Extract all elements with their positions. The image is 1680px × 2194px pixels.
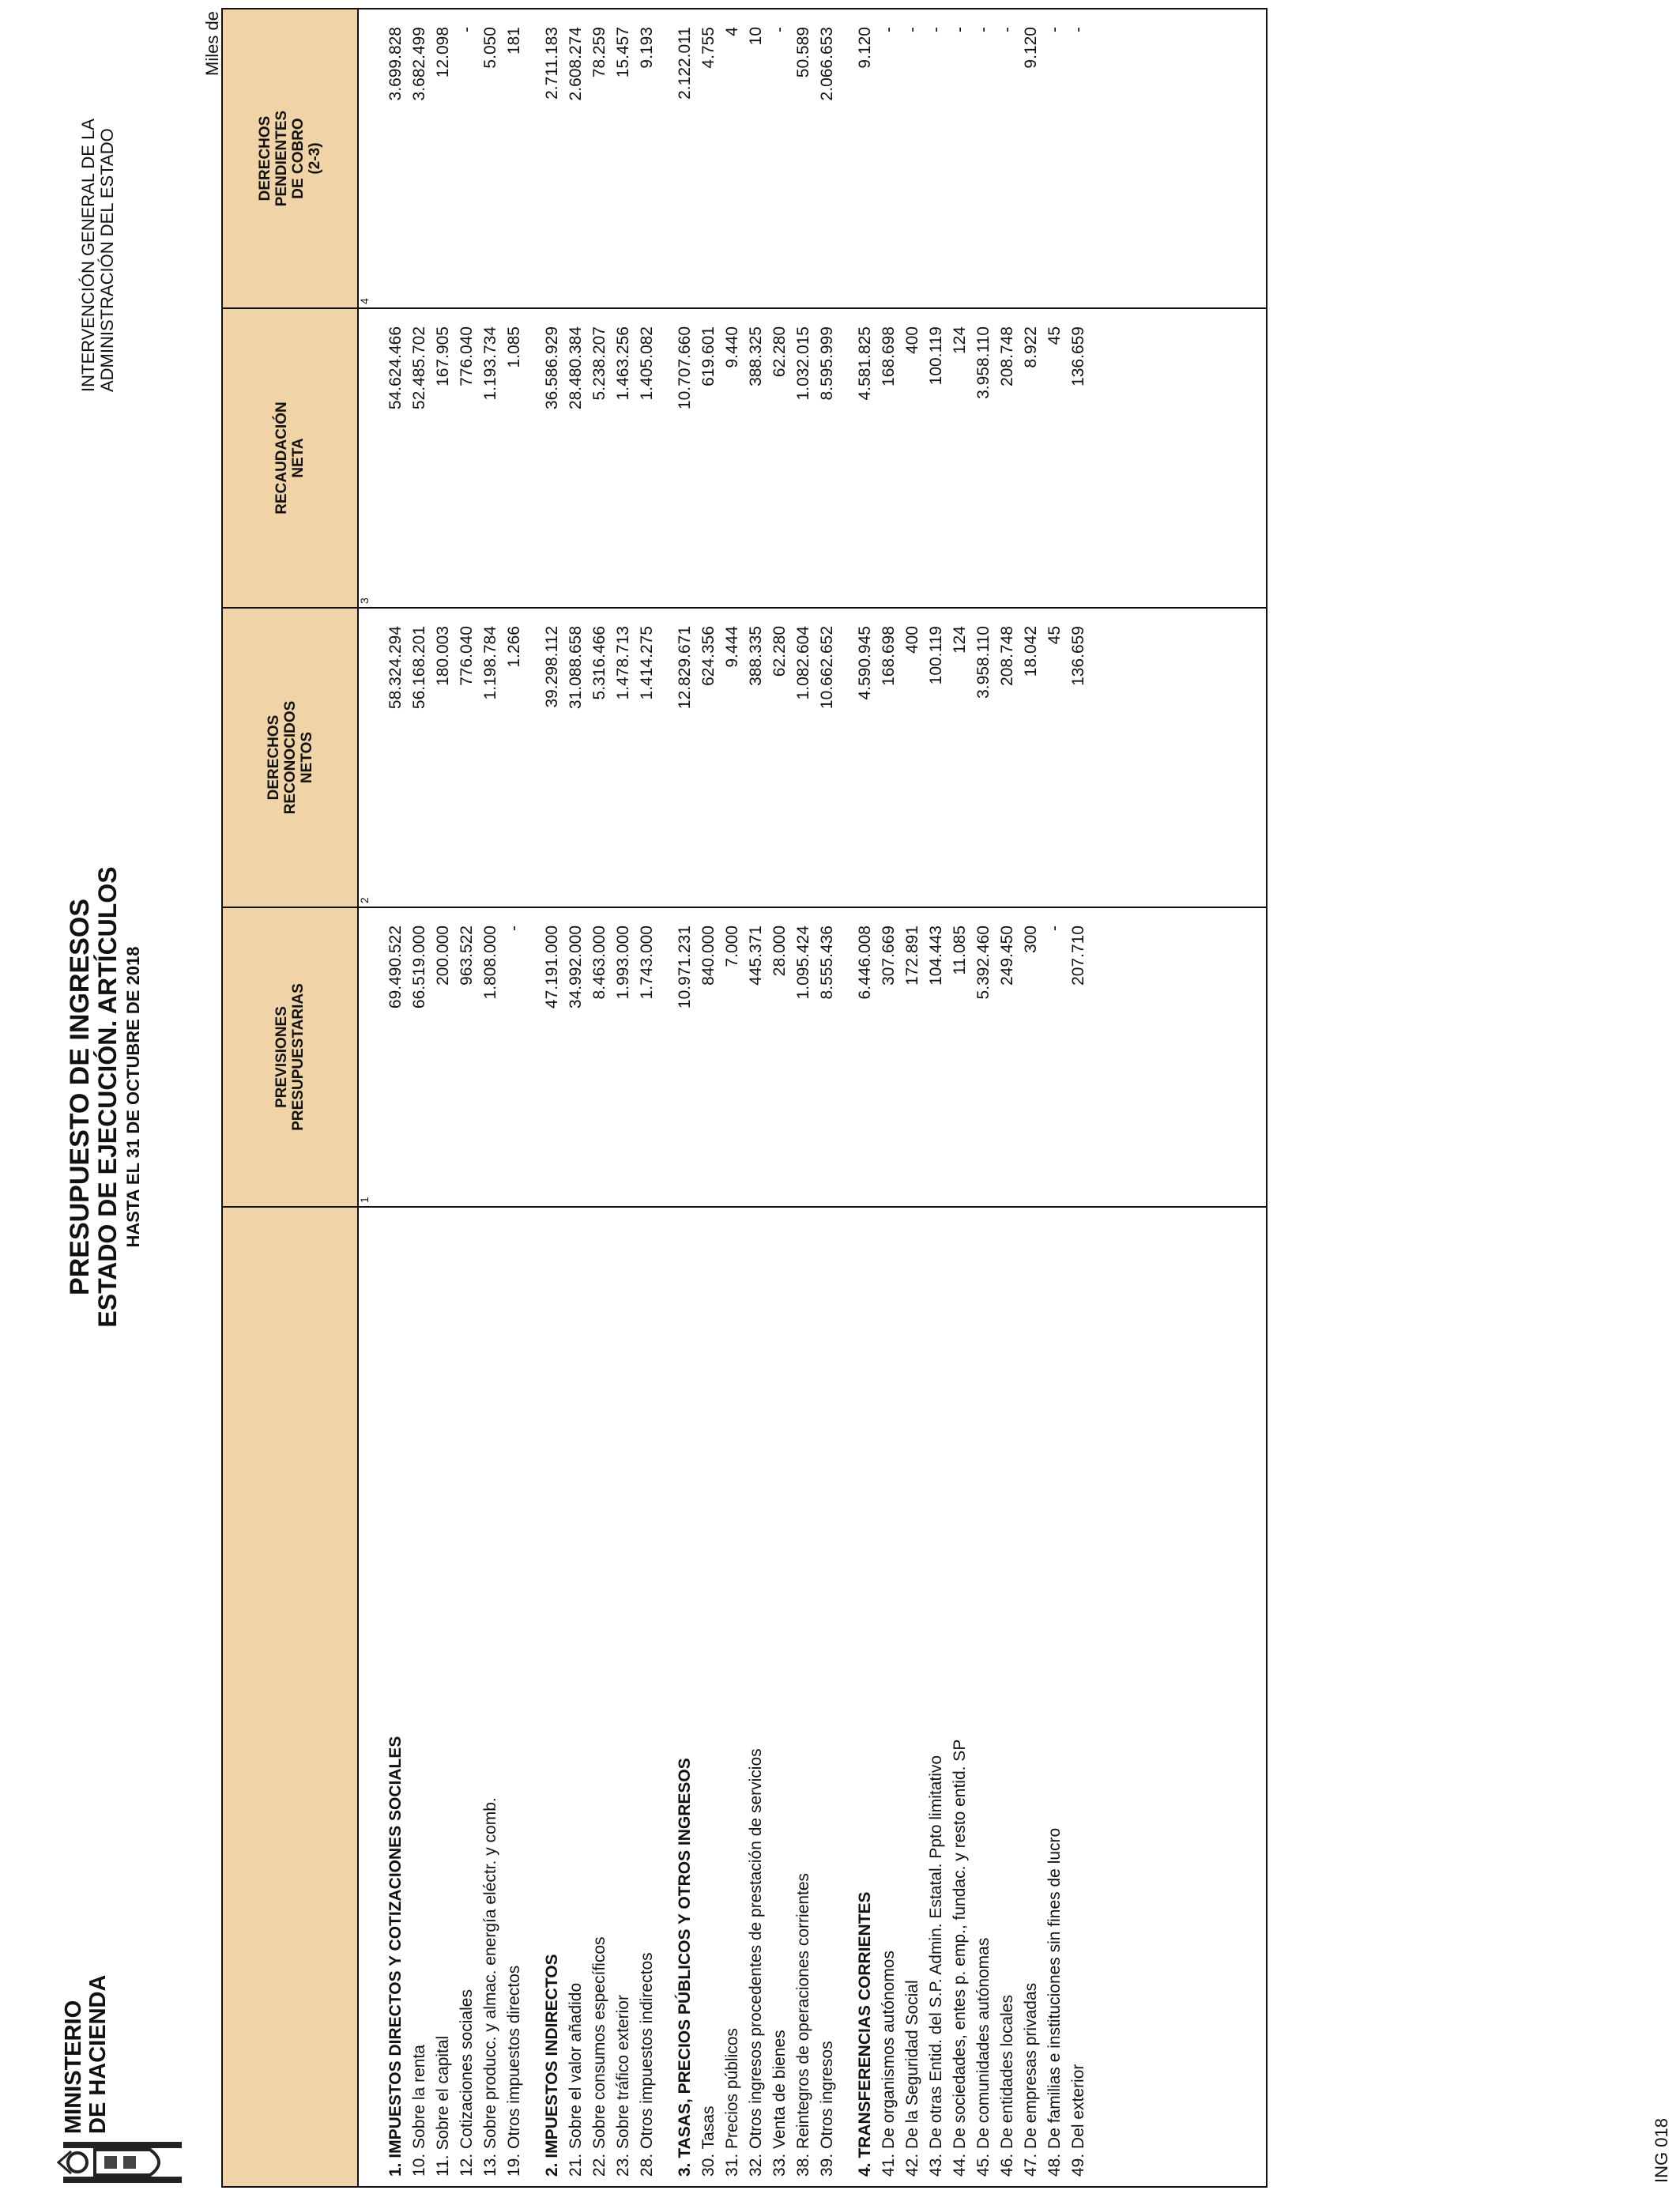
spacer-cell: [1090, 9, 1267, 308]
header-pendientes-text: DERECHOS PENDIENTES DE COBRO (2-3): [257, 110, 323, 207]
table-row: [877, 9, 901, 2187]
cell-c3: 4.581.825: [853, 308, 877, 608]
cell-c1: 6.446.008: [853, 907, 877, 1207]
cell-c4: 9.120: [853, 9, 877, 308]
header-pendientes: [222, 9, 358, 308]
cell-c2: 100.119: [925, 608, 948, 907]
cell-c3: 208.748: [996, 308, 1019, 608]
column-number-1: 1: [358, 907, 370, 1207]
row-label: 13. Sobre producc. y almac. energía eléctr. y comb.: [479, 1207, 503, 2187]
header-previsiones-text: PREVISIONES PRESUPUESTARIAS: [273, 983, 307, 1131]
cell-c4: -: [972, 9, 996, 308]
cell-c2: 3.958.110: [972, 608, 996, 907]
cell-c1: 1.743.000: [635, 907, 659, 1207]
table-row: [697, 9, 721, 2187]
cell-c2: 776.040: [455, 608, 479, 907]
form-code: ING 018: [1652, 2118, 1671, 2183]
cell-c4: 2.711.183: [541, 9, 564, 308]
cell-c3: 400: [901, 308, 925, 608]
cell-c4: 15.457: [612, 9, 635, 308]
column-number-blank: [358, 1207, 370, 2187]
spacer-cell: [659, 907, 673, 1207]
cell-c4: -: [901, 9, 925, 308]
cell-c1: 1.095.424: [792, 907, 816, 1207]
row-label: 38. Reintegros de operaciones corrientes: [792, 1207, 816, 2187]
spacer-cell: [370, 1207, 384, 2187]
cell-c1: 7.000: [721, 907, 744, 1207]
table-row: [479, 9, 503, 2187]
table-row: [455, 9, 479, 2187]
cell-c1: 34.992.000: [564, 907, 588, 1207]
table-row: [503, 9, 526, 2187]
table-row: [901, 9, 925, 2187]
cell-c2: 1.478.713: [612, 608, 635, 907]
spacer-cell: [839, 308, 853, 608]
spacer-cell: [659, 9, 673, 308]
cell-c4: 9.120: [1019, 9, 1043, 308]
row-label: 45. De comunidades autónomas: [972, 1207, 996, 2187]
header-derechos-reconocidos: [222, 608, 358, 907]
row-label: 11. Sobre el capital: [431, 1207, 455, 2187]
header-recaudacion-text: RECAUDACIÓN NETA: [273, 401, 307, 515]
cell-c2: 56.168.201: [408, 608, 431, 907]
cell-c4: 2.122.011: [673, 9, 697, 308]
cell-c1: 5.392.460: [972, 907, 996, 1207]
cell-c1: 1.993.000: [612, 907, 635, 1207]
cell-c3: 1.405.082: [635, 308, 659, 608]
cell-c1: 840.000: [697, 907, 721, 1207]
cell-c3: 10.707.660: [673, 308, 697, 608]
cell-c2: 180.003: [431, 608, 455, 907]
spacer-cell: [839, 1207, 853, 2187]
cell-c2: 136.659: [1067, 608, 1090, 907]
column-number-3: 3: [358, 308, 370, 608]
spacer-cell: [526, 1207, 541, 2187]
cell-c3: 619.601: [697, 308, 721, 608]
row-label: 12. Cotizaciones sociales: [455, 1207, 479, 2187]
row-label: 31. Precios públicos: [721, 1207, 744, 2187]
cell-c3: 136.659: [1067, 308, 1090, 608]
row-label: 46. De entidades locales: [996, 1207, 1019, 2187]
cell-c1: 69.490.522: [384, 907, 408, 1207]
cell-c3: 3.958.110: [972, 308, 996, 608]
row-label: 23. Sobre tráfico exterior: [612, 1207, 635, 2187]
row-label: 4. TRANSFERENCIAS CORRIENTES: [853, 1207, 877, 2187]
column-number-2: 2: [358, 608, 370, 907]
cell-c3: 9.440: [721, 308, 744, 608]
cell-c1: 66.519.000: [408, 907, 431, 1207]
table-row: [1043, 9, 1067, 2187]
table-row: [408, 9, 431, 2187]
row-label: 41. De organismos autónomos: [877, 1207, 901, 2187]
spacer-cell: [526, 308, 541, 608]
cell-c4: -: [925, 9, 948, 308]
cell-c2: 624.356: [697, 608, 721, 907]
cell-c4: -: [948, 9, 972, 308]
table-row: [721, 9, 744, 2187]
table-row: [588, 9, 612, 2187]
cell-c3: 168.698: [877, 308, 901, 608]
cell-c2: 12.829.671: [673, 608, 697, 907]
cell-c1: 104.443: [925, 907, 948, 1207]
row-label: 19. Otros impuestos directos: [503, 1207, 526, 2187]
cell-c4: 9.193: [635, 9, 659, 308]
cell-c3: 45: [1043, 308, 1067, 608]
cell-c3: 1.463.256: [612, 308, 635, 608]
table-row: [612, 9, 635, 2187]
institution-line1: INTERVENCIÓN GENERAL DE LA: [78, 119, 98, 392]
header-row: [222, 9, 358, 2187]
cell-c4: -: [455, 9, 479, 308]
cell-c2: 1.198.784: [479, 608, 503, 907]
table-row: [1019, 9, 1043, 2187]
spacer-cell: [1090, 907, 1267, 1207]
cell-c2: 31.088.658: [564, 608, 588, 907]
spacer-cell: [370, 308, 384, 608]
cell-c4: 181: [503, 9, 526, 308]
cell-c4: 3.682.499: [408, 9, 431, 308]
cell-c2: 1.082.604: [792, 608, 816, 907]
cell-c1: 300: [1019, 907, 1043, 1207]
cell-c2: 18.042: [1019, 608, 1043, 907]
spacer-row: [370, 9, 384, 2187]
institution-line2: ADMINISTRACIÓN DEL ESTADO: [97, 128, 117, 392]
row-label: 48. De familias e instituciones sin fines de lucro: [1043, 1207, 1067, 2187]
cell-c3: 388.325: [744, 308, 768, 608]
cell-c4: 2.608.274: [564, 9, 588, 308]
row-label: 10. Sobre la renta: [408, 1207, 431, 2187]
cell-c3: 5.238.207: [588, 308, 612, 608]
report-subtitle: ESTADO DE EJECUCIÓN. ARTÍCULOS: [93, 866, 122, 1328]
table-row: [431, 9, 455, 2187]
cell-c2: 58.324.294: [384, 608, 408, 907]
table-body: [222, 9, 1267, 2187]
spacer-cell: [1090, 1207, 1267, 2187]
table-row: [792, 9, 816, 2187]
cell-c4: 78.259: [588, 9, 612, 308]
cell-c2: 208.748: [996, 608, 1019, 907]
cell-c3: 28.480.384: [564, 308, 588, 608]
table-row: [635, 9, 659, 2187]
table-row: [996, 9, 1019, 2187]
cell-c1: 445.371: [744, 907, 768, 1207]
spacer-cell: [370, 608, 384, 907]
cell-c2: 10.662.652: [816, 608, 839, 907]
spacer-row: [659, 9, 673, 2187]
cell-c3: 8.595.999: [816, 308, 839, 608]
cell-c1: 172.891: [901, 907, 925, 1207]
cell-c3: 776.040: [455, 308, 479, 608]
spacer-cell: [659, 1207, 673, 2187]
spacer-cell: [839, 608, 853, 907]
cell-c4: 10: [744, 9, 768, 308]
cell-c1: 10.971.231: [673, 907, 697, 1207]
cell-c2: 1.414.275: [635, 608, 659, 907]
cell-c4: 5.050: [479, 9, 503, 308]
row-label: 47. De empresas privadas: [1019, 1207, 1043, 2187]
cell-c4: 12.098: [431, 9, 455, 308]
header-derechos-text: DERECHOS RECONOCIDOS NETOS: [265, 700, 315, 815]
cell-c3: 100.119: [925, 308, 948, 608]
cell-c1: 11.085: [948, 907, 972, 1207]
group-row: [541, 9, 564, 2187]
spacer-cell: [526, 9, 541, 308]
cell-c1: 207.710: [1067, 907, 1090, 1207]
cell-c1: 8.555.436: [816, 907, 839, 1207]
cell-c2: 4.590.945: [853, 608, 877, 907]
spacer-cell: [526, 907, 541, 1207]
cell-c3: 36.586.929: [541, 308, 564, 608]
report-title: PRESUPUESTO DE INGRESOS: [65, 899, 95, 1295]
row-label: 49. Del exterior: [1067, 1207, 1090, 2187]
spacer-row: [526, 9, 541, 2187]
row-label: 39. Otros ingresos: [816, 1207, 839, 2187]
header-recaudacion: [222, 308, 358, 608]
spacer-cell: [659, 608, 673, 907]
cell-c4: 4: [721, 9, 744, 308]
cell-c1: 1.808.000: [479, 907, 503, 1207]
cell-c2: 39.298.112: [541, 608, 564, 907]
row-label: 33. Venta de bienes: [768, 1207, 792, 2187]
header-label-cell: [222, 1207, 358, 2187]
row-label: 1. IMPUESTOS DIRECTOS Y COTIZACIONES SOCIALES: [384, 1207, 408, 2187]
row-label: 2. IMPUESTOS INDIRECTOS: [541, 1207, 564, 2187]
cell-c3: 54.624.466: [384, 308, 408, 608]
cell-c4: -: [1043, 9, 1067, 308]
cell-c2: 388.335: [744, 608, 768, 907]
cell-c2: 1.266: [503, 608, 526, 907]
ministry-line2: DE HACIENDA: [85, 1974, 111, 2134]
spacer-row: [839, 9, 853, 2187]
cell-c4: 2.066.653: [816, 9, 839, 308]
cell-c3: 52.485.702: [408, 308, 431, 608]
cell-c1: -: [503, 907, 526, 1207]
cell-c4: -: [877, 9, 901, 308]
cell-c3: 167.905: [431, 308, 455, 608]
column-number-4: 4: [358, 9, 370, 308]
cell-c4: 4.755: [697, 9, 721, 308]
table-row: [948, 9, 972, 2187]
unit-label: Miles de: [202, 11, 222, 76]
table-row: [925, 9, 948, 2187]
cell-c3: 1.193.734: [479, 308, 503, 608]
cell-c3: 62.280: [768, 308, 792, 608]
cell-c1: 28.000: [768, 907, 792, 1207]
row-label: 3. TASAS, PRECIOS PÚBLICOS Y OTROS INGRESOS: [673, 1207, 697, 2187]
table-row: [1067, 9, 1090, 2187]
row-label: 44. De sociedades, entes p. emp., fundac. y resto entid. SP: [948, 1207, 972, 2187]
cell-c1: 307.669: [877, 907, 901, 1207]
row-label: 43. De otras Entid. del S.P. Admin. Estatal. Ppto limitativo: [925, 1207, 948, 2187]
group-row: [384, 9, 408, 2187]
cell-c4: 50.589: [792, 9, 816, 308]
spacer-cell: [370, 907, 384, 1207]
table-row: [564, 9, 588, 2187]
cell-c4: -: [996, 9, 1019, 308]
cell-c3: 8.922: [1019, 308, 1043, 608]
cell-c2: 400: [901, 608, 925, 907]
spacer-cell: [526, 608, 541, 907]
table-row: [816, 9, 839, 2187]
spacer-cell: [1090, 608, 1267, 907]
cell-c3: 124: [948, 308, 972, 608]
row-label: 32. Otros ingresos procedentes de prestación de servicios: [744, 1207, 768, 2187]
cell-c2: 124: [948, 608, 972, 907]
cell-c1: 200.000: [431, 907, 455, 1207]
cell-c4: 3.699.828: [384, 9, 408, 308]
spacer-cell: [1090, 308, 1267, 608]
cell-c2: 168.698: [877, 608, 901, 907]
row-label: 22. Sobre consumos específicos: [588, 1207, 612, 2187]
column-number-row: [358, 9, 370, 2187]
cell-c3: 1.032.015: [792, 308, 816, 608]
cell-c1: 47.191.000: [541, 907, 564, 1207]
cell-c2: 62.280: [768, 608, 792, 907]
cell-c2: 5.316.466: [588, 608, 612, 907]
spacer-cell: [659, 308, 673, 608]
ministry-line1: MINISTERIO: [61, 2000, 86, 2134]
spacer-cell: [839, 9, 853, 308]
row-label: 21. Sobre el valor añadido: [564, 1207, 588, 2187]
table-row: [744, 9, 768, 2187]
row-label: 42. De la Seguridad Social: [901, 1207, 925, 2187]
header-previsiones: [222, 907, 358, 1207]
group-row: [673, 9, 697, 2187]
cell-c4: -: [1067, 9, 1090, 308]
row-label: 30. Tasas: [697, 1207, 721, 2187]
spacer-cell: [839, 907, 853, 1207]
group-row: [853, 9, 877, 2187]
report-date: HASTA EL 31 DE OCTUBRE DE 2018: [123, 946, 143, 1248]
cell-c4: -: [768, 9, 792, 308]
cell-c1: -: [1043, 907, 1067, 1207]
cell-c3: 1.085: [503, 308, 526, 608]
cell-c2: 9.444: [721, 608, 744, 907]
spacer-cell: [370, 9, 384, 308]
table-row: [768, 9, 792, 2187]
cell-c1: 8.463.000: [588, 907, 612, 1207]
cell-c1: 963.522: [455, 907, 479, 1207]
budget-table: [221, 8, 1268, 2188]
row-label: 28. Otros impuestos indirectos: [635, 1207, 659, 2187]
institution-name: [79, 119, 117, 392]
cell-c2: 45: [1043, 608, 1067, 907]
cell-c1: 249.450: [996, 907, 1019, 1207]
table-row: [972, 9, 996, 2187]
bottom-padding-row: [1090, 9, 1267, 2187]
